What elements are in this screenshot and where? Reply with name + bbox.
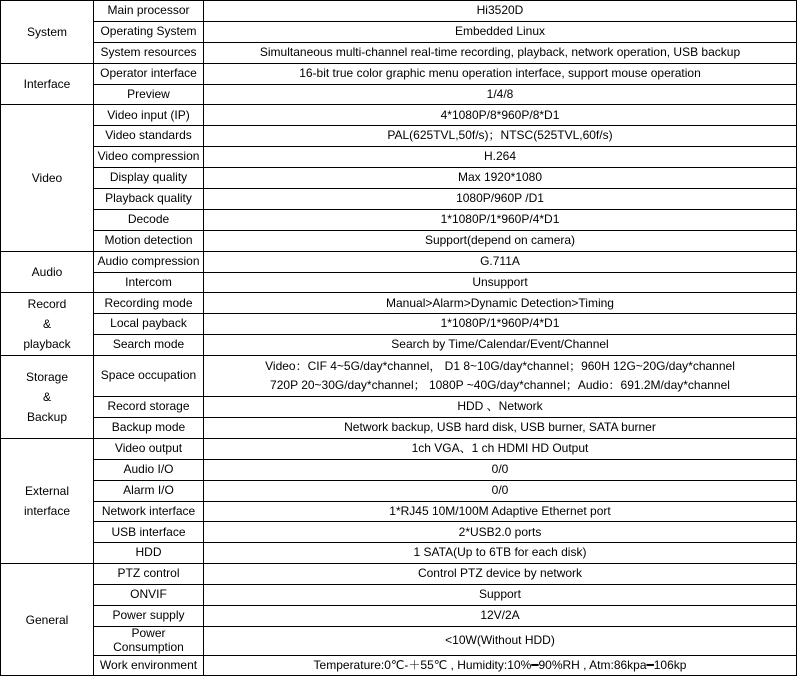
spec-item: ONVIF [94,585,204,606]
spec-item: Recording mode [94,293,204,314]
spec-item: HDD [94,543,204,564]
spec-item: Motion detection [94,230,204,251]
spec-value-line: 720P 20~30G/day*channel； 1080P ~40G/day*channel；Audio：691.2M/day*channel [270,378,730,393]
spec-value [204,105,797,126]
spec-value [204,438,797,459]
spec-value-line: 12V/2A [480,608,520,623]
spec-value-line: 0/0 [491,461,509,476]
spec-value [204,272,797,293]
spec-value [204,397,797,418]
spec-value-line: 1*1080P/1*960P/4*D1 [440,316,560,331]
spec-item: Power Consumption [94,626,204,655]
spec-item: Video input (IP) [94,105,204,126]
table-row [1,21,797,42]
spec-value-line: Hi3520D [476,3,524,18]
spec-value [204,585,797,606]
category-cell [1,356,94,439]
table-row [1,272,797,293]
spec-value [204,63,797,84]
table-row [1,230,797,251]
table-row [1,335,797,356]
category-label: & [42,317,51,332]
category-label: Backup [26,410,68,425]
spec-value-line: Temperature:0℃-＋55℃ , Humidity:10%━90%RH , Atm:86kpa━106kp [313,657,687,672]
table-row [1,418,797,439]
spec-item: Display quality [94,168,204,189]
spec-value-line: 1 SATA(Up to 6TB for each disk) [413,545,587,560]
table-row [1,314,797,335]
spec-value-line: Support(depend on camera) [424,232,576,247]
spec-item: Local payback [94,314,204,335]
category-label: System [26,24,67,39]
spec-value-line: 1*RJ45 10M/100M Adaptive Ethernet port [389,503,611,518]
table-row [1,459,797,480]
spec-item: Main processor [94,1,204,22]
spec-value-line: 1ch VGA、1 ch HDMI HD Output [411,440,589,455]
spec-item: Video compression [94,147,204,168]
table-row [1,63,797,84]
category-label: Audio [31,265,63,280]
category-label: & [42,390,51,405]
spec-value-line: 1*1080P/1*960P/4*D1 [440,211,560,226]
category-label: Interface [23,77,71,92]
table-row [1,42,797,63]
spec-value [204,84,797,105]
spec-value-line: Embedded Linux [454,23,546,38]
spec-item: Preview [94,84,204,105]
spec-value [204,459,797,480]
spec-value [204,418,797,439]
spec-value-line: <10W(Without HDD) [445,632,555,647]
spec-value-line: 1/4/8 [486,86,514,101]
spec-value-line: PAL(625TVL,50f/s)；NTSC(525TVL,60f/s) [387,128,613,143]
spec-item: Search mode [94,335,204,356]
spec-value [204,147,797,168]
spec-item: Intercom [94,272,204,293]
spec-item: Backup mode [94,418,204,439]
spec-value-line: 4*1080P/8*960P/8*D1 [440,107,560,122]
category-label: Storage [25,370,69,385]
spec-item: PTZ control [94,564,204,585]
table-row [1,585,797,606]
spec-value [204,522,797,543]
spec-value [204,251,797,272]
spec-item: Audio I/O [94,459,204,480]
category-cell [1,63,94,105]
table-row [1,251,797,272]
category-label: interface [23,504,71,519]
table-row [1,438,797,459]
spec-table-body [1,1,797,676]
spec-value-line: 16-bit true color graphic menu operation interface, support mouse operation [299,65,701,80]
table-row [1,1,797,22]
table-row [1,293,797,314]
table-row [1,543,797,564]
spec-value-line: H.264 [483,149,517,164]
spec-value [204,21,797,42]
spec-item: Decode [94,209,204,230]
spec-item: Audio compression [94,251,204,272]
spec-item: Record storage [94,397,204,418]
spec-item: Work environment [94,655,204,676]
table-row [1,501,797,522]
table-row [1,522,797,543]
spec-item: Operating System [94,21,204,42]
spec-value [204,501,797,522]
spec-value-line: Unsupport [472,274,528,289]
category-label: playback [23,337,71,352]
spec-value [204,543,797,564]
spec-value [204,168,797,189]
spec-value [204,480,797,501]
category-cell [1,1,94,64]
table-row [1,209,797,230]
category-cell [1,251,94,293]
category-cell [1,564,94,676]
spec-item: Network interface [94,501,204,522]
spec-value-line: Max 1920*1080 [457,170,543,185]
spec-value [204,564,797,585]
spec-value [204,230,797,251]
category-label: Record [27,297,67,312]
spec-item: Space occupation [94,356,204,397]
table-row [1,397,797,418]
spec-item: Video output [94,438,204,459]
category-cell [1,293,94,356]
table-row [1,606,797,627]
spec-value-line: HDD 、Network [457,399,543,414]
spec-value [204,189,797,210]
spec-value-line: Video：CIF 4~5G/day*channel， D1 8~10G/day*channel；960H 12G~20G/day*channel [265,359,735,374]
category-label: Video [31,171,63,186]
spec-value-line: Manual>Alarm>Dynamic Detection>Timing [386,295,614,310]
spec-value [204,1,797,22]
spec-value [204,606,797,627]
table-row [1,189,797,210]
spec-value-line: 2*USB2.0 ports [458,524,542,539]
spec-value-line: Support [478,587,522,602]
spec-value-line: Search by Time/Calendar/Event/Channel [391,337,609,352]
table-row [1,480,797,501]
table-row [1,105,797,126]
category-cell [1,438,94,563]
spec-value [204,655,797,676]
spec-value-line: 0/0 [491,482,509,497]
table-row [1,626,797,655]
table-row [1,126,797,147]
spec-value-line: Control PTZ device by network [417,566,583,581]
table-row [1,168,797,189]
table-row [1,564,797,585]
table-row [1,84,797,105]
category-cell [1,105,94,251]
category-label: External [24,484,70,499]
table-row [1,356,797,397]
table-row [1,147,797,168]
spec-item: USB interface [94,522,204,543]
spec-item: Video standards [94,126,204,147]
spec-item: Power supply [94,606,204,627]
spec-value-line: Simultaneous multi-channel real-time recording, playback, network operation, USB backup [259,44,741,59]
table-row [1,655,797,676]
spec-value [204,126,797,147]
spec-item: System resources [94,42,204,63]
spec-value-line: G.711A [480,253,520,268]
category-label: General [25,612,69,627]
spec-value [204,293,797,314]
spec-value [204,626,797,655]
spec-value-line: 1080P/960P /D1 [456,191,544,206]
spec-item: Alarm I/O [94,480,204,501]
spec-value [204,42,797,63]
spec-item: Playback quality [94,189,204,210]
spec-value [204,314,797,335]
spec-value [204,356,797,397]
spec-value-line: Network backup, USB hard disk, USB burner, SATA burner [344,420,656,435]
spec-item: Operator interface [94,63,204,84]
spec-value [204,335,797,356]
spec-value [204,209,797,230]
